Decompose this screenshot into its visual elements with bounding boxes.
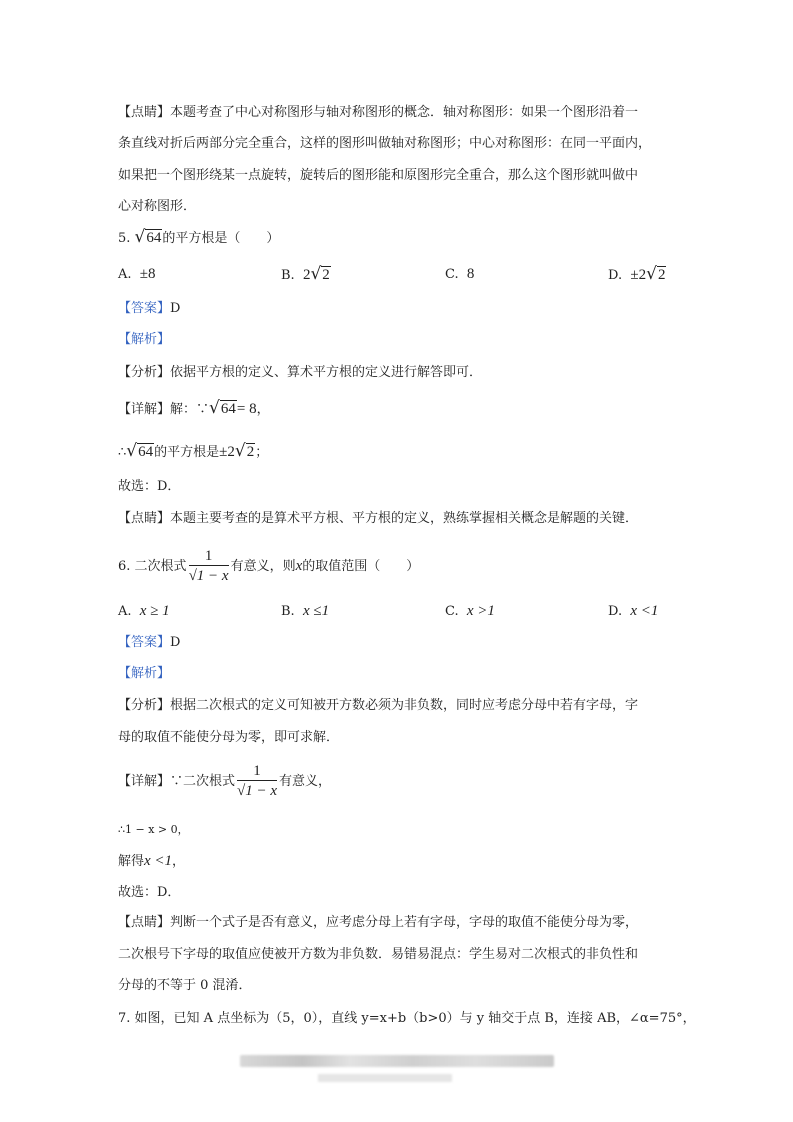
answer-tag: 【答案】 [118,635,171,650]
dianjing-line: 【点睛】本题主要考查的是算术平方根、平方根的定义，熟练掌握相关概念是解题的关键． [118,511,639,526]
question-7-stem: 7. 如图，已知 A 点坐标为（5，0），直线 y=x+b（b>0）与 y 轴交于点 B，连接 AB，∠α=75°， [118,1011,696,1026]
dianjing-paragraph [118,96,678,129]
fenxi-line: 【分析】根据二次根式的定义可知被开方数必须为非负数，同时应考虑分母中若有字母，字 [118,698,639,713]
answer-value: D [170,635,181,650]
question-5-stem [118,221,678,255]
question-number: 7. [118,1011,131,1026]
paragraph-line: 如果把一个图形绕某一点旋转，旋转后的图形能和原图形完全重合，那么这个图形就叫做中 [118,168,639,183]
paragraph-line: 心对称图形． [118,199,197,214]
dianjing-line: 分母的不等于 0 混淆． [118,978,252,993]
sqrt-expression: √64 [134,227,162,247]
option-a: A. x ≥ 1 [118,603,170,619]
paragraph-line: 条直线对折后两部分完全重合，这样的图形叫做轴对称图形；中心对称图形：在同一平面内， [118,136,652,151]
sqrt-expression: √64 [126,441,154,461]
xiangjie-line: 【详解】∵二次根式 $\frac{1}{√1 - x}$ 有意义， [118,763,332,799]
answer-line [118,626,678,659]
xiangjie-line: 【详解】解：∵√64= 8， [118,392,678,426]
dianjing-line: 【点睛】判断一个式子是否有意义，应考虑分母上若有字母，字母的取值不能使分母为零， [118,915,639,930]
dianjing-tag: 【点睛】 [118,105,171,120]
paragraph-line: 本题考查了中心对称图形与轴对称图形的概念．轴对称图形：如果一个图形沿着一 [170,105,639,120]
blurred-footer-sub [318,1074,452,1082]
analysis-heading: 【解析】 [118,666,171,681]
fenxi-tag: 【分析】 [118,365,171,380]
step-line: 解得x <1， [118,853,186,869]
choice-line: 故选：D． [118,479,181,494]
option-b: B. 2√2 [281,264,330,284]
fenxi-line [118,356,678,389]
option-b: B. x ≤1 [281,603,330,619]
fraction: $\frac{1}{√1 - x}$ [237,763,278,799]
fenxi-line: 母的取值不能使分母为零，即可求解． [118,730,340,745]
question-text: 的平方根是（ ） [162,231,280,246]
answer-line [118,292,678,325]
sqrt-expression: √64 [209,398,236,418]
question-number: 6. [118,559,131,574]
fenxi-text: 依据平方根的定义、算术平方根的定义进行解答即可． [170,365,483,380]
option-c: C. x >1 [445,603,495,619]
option-d: D. x <1 [608,603,659,619]
option-c: C. 8 [445,266,475,282]
question-6-stem: 6. 二次根式 $\frac{1}{√1 - x}$ 有意义，则x的取值范围（ ） [118,548,420,584]
dianjing-line: 二次根号下字母的取值应使被开方数为非负数．易错易混点：学生易对二次根式的非负性和 [118,947,639,962]
step-line: ∴1 − x > 0， [118,823,189,836]
option-d: D. ±2√2 [608,264,666,284]
answer-value: D [170,301,181,316]
blurred-footer [240,1055,554,1067]
option-a: A. ±8 [118,266,156,282]
question-number: 5. [118,231,131,246]
therefore-line: ∴√64的平方根是±2√2； [118,435,678,469]
xiangjie-tag: 【详解】 [118,402,171,417]
choice-line: 故选：D． [118,885,181,900]
analysis-heading: 【解析】 [118,332,171,347]
fraction: $\frac{1}{√1 - x}$ [188,548,229,584]
answer-tag: 【答案】 [118,301,171,316]
